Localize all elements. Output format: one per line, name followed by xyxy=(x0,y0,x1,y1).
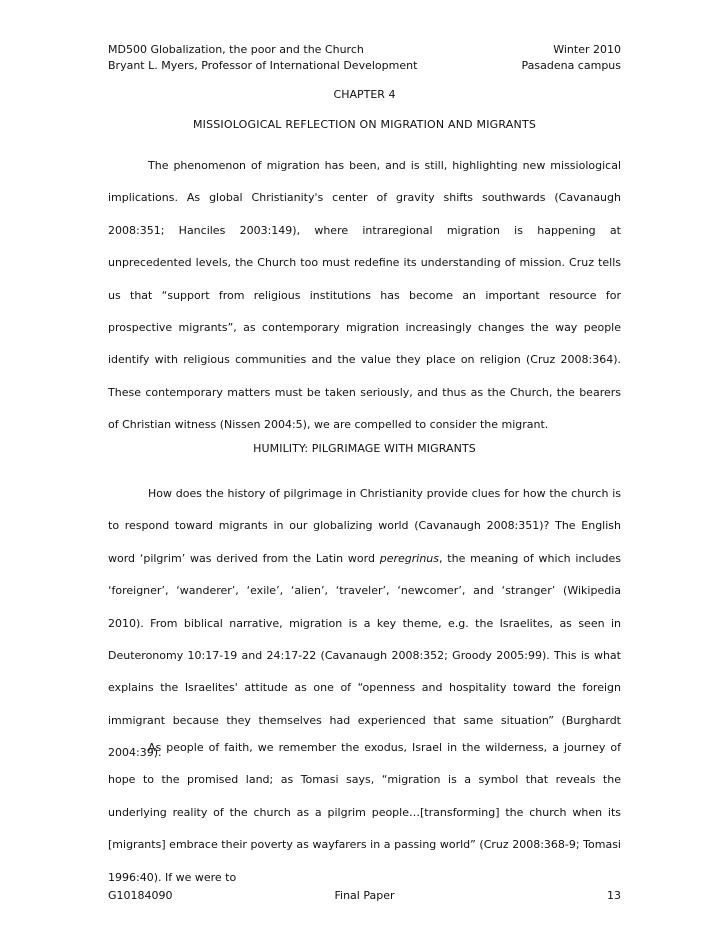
paragraph-1-text: The phenomenon of migration has been, and is still, highlighting new missiological implications. As global Christianity's center of gravity shifts southwards (Cavanaugh 2008:351; Hanciles 2003:149), where intraregional migration is happening at unprecedented levels, the Church too must redefine its understanding of mission. Cruz tells us that “support from religious institutions has become an important resource for prospective migrants”, as contemporary migration increasingly changes the way people identify with religious communities and the value they place on religion (Cruz 2008:364). These contemporary matters must be taken seriously, and thus as the Church, the bearers of Christian witness (Nissen 2004:5), we are compelled to consider the migrant. xyxy=(108,159,621,432)
page-number: 13 xyxy=(607,889,621,902)
paragraph-3 xyxy=(108,732,621,894)
paragraph-2-text-a: How does the history of pilgrimage in Christianity provide clues for how the church is to respond toward migrants in our globalizing world (Cavanaugh 2008:351)? The English word ‘pilgrim’ was derived from the Latin word xyxy=(108,487,621,565)
section-heading: HUMILITY: PILGRIMAGE WITH MIGRANTS xyxy=(253,442,476,455)
student-id: G10184090 xyxy=(108,889,173,902)
paragraph-1 xyxy=(108,150,621,442)
paragraph-2-text-b: , the meaning of which includes ‘foreigner’, ‘wanderer’, ‘exile’, ‘alien’, ‘traveler’, ‘newcomer’, and ‘stranger’ (Wikipedia 2010). From biblical narrative, migration is a key theme, e.g. the Israelites, as seen in Deuteronomy 10:17-19 and 24:17-22 (Cavanaugh 2008:352; Groody 2005:99). This is what explains the Israelites' attitude as one of “openness and hospitality toward the foreign immigrant because they themselves had experienced that same situation” (Burghardt 2004:39). xyxy=(108,551,621,760)
course-title: MD500 Globalization, the poor and the Church xyxy=(108,43,364,56)
document-type: Final Paper xyxy=(334,889,395,902)
chapter-title: MISSIOLOGICAL REFLECTION ON MIGRATION AND MIGRANTS xyxy=(192,118,537,131)
paragraph-2 xyxy=(108,478,621,770)
term: Winter 2010 xyxy=(553,43,621,56)
page-header xyxy=(108,42,621,74)
paragraph-3-text: As people of faith, we remember the exodus, Israel in the wilderness, a journey of hope to the promised land; as Tomasi says, “migration is a symbol that reveals the underlying reality of the church as a pilgrim people…[transforming] the church when its [migrants] embrace their poverty as wayfarers in a passing world” (Cruz 2008:368-9; Tomasi 1996:40). If we were to xyxy=(108,741,621,884)
chapter-label: CHAPTER 4 xyxy=(333,88,396,101)
page-footer xyxy=(108,889,621,902)
campus: Pasadena campus xyxy=(521,59,621,72)
paragraph-2-italic: peregrinus xyxy=(379,551,440,565)
professor-name: Bryant L. Myers, Professor of International Development xyxy=(108,59,418,72)
